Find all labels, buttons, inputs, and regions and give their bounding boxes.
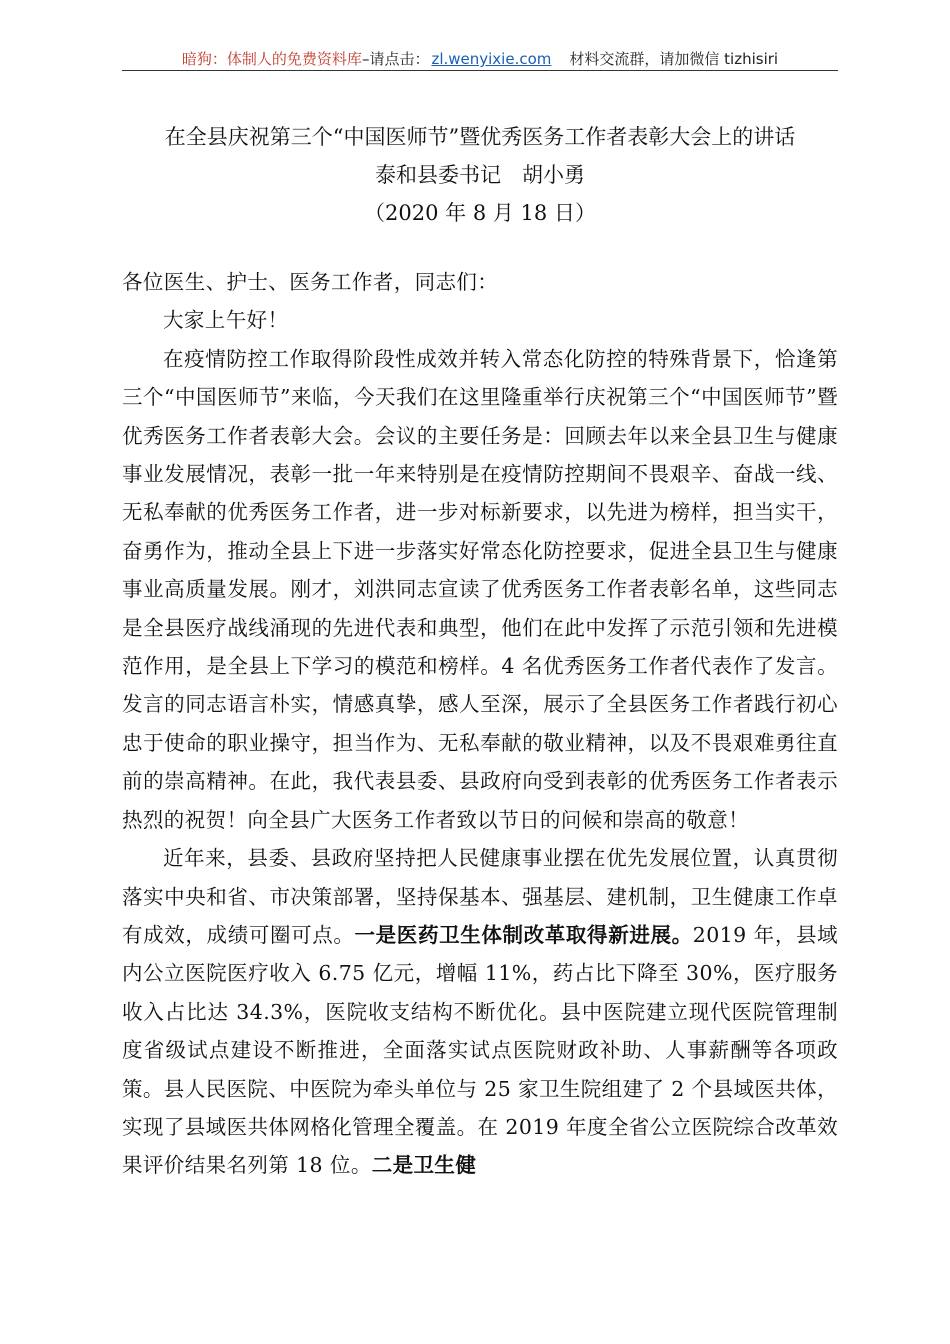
salutation: 各位医生、护士、医务工作者，同志们： (122, 270, 499, 294)
speaker-line: 泰和县委书记 胡小勇 (375, 163, 585, 187)
document-title: 在全县庆祝第三个“中国医师节”暨优秀医务工作者表彰大会上的讲话 (164, 125, 796, 149)
paragraph-1: 在疫情防控工作取得阶段性成效并转入常态化防控的特殊背景下，恰逢第三个“中国医师节”来临，今天我们在这里隆重举行庆祝第三个“中国医师节”暨优秀医务工作者表彰大会。会议的主要任务是：回顾去年以来全县卫生与健康事业发展情况，表彰一批一年来特别是在疫情防控期间不畏艰辛、奋战一线、无私奉献的优秀医务工作者，进一步对标新要求，以先进为榜样，担当实干，奋勇作为，推动全县上下进一步落实好常态化防控要求，促进全县卫生与健康事业高质量发展。刚才，刘洪同志宣读了优秀医务工作者表彰名单，这些同志是全县医疗战线涌现的先进代表和典型，他们在此中发挥了示范引领和先进模范作用，是全县上下学习的模范和榜样。4 名优秀医务工作者代表作了发言。发言的同志语言朴实，情感真挚，感人至深，展示了全县医务工作者践行初心忠于使命的职业操守，担当作为、无私奉献的敬业精神，以及不畏艰难勇往直前的崇高精神。在此，我代表县委、县政府向受到表彰的优秀医务工作者表示热烈的祝贺！向全县广大医务工作者致以节日的问候和崇高的敬意！ (122, 346, 838, 832)
paragraph-2 (122, 839, 838, 1185)
date-line: （2020 年 8 月 18 日） (364, 201, 596, 225)
watermark-header (122, 48, 838, 71)
paragraph-2-heading-2: 二是卫生健 (371, 1153, 477, 1178)
paragraph-2-body-1: 2019 年，县域内公立医院医疗收入 6.75 亿元，增幅 11%，药占比下降至 30%，医疗服务收入占比达 34.3%，医院收支结构不断优化。县中医院建立现代医院管理制度省级试点建设不断推进，全面落实试点医院财政补助、人事薪酬等各项政策。县人民医院、中医院为牵头单位与 25 家卫生院组建了 2 个县域医共体，实现了县域医共体网格化管理全覆盖。在 2019 年度全省公立医院综合改革效果评价结果名列第 18 位。 (122, 922, 838, 1178)
header-link[interactable]: zl.wenyixie.com (431, 50, 552, 68)
paragraph-2-heading-1: 一是医药卫生体制改革取得新进展。 (354, 922, 693, 947)
header-brand: 暗狗：体制人的免费资料库 (181, 50, 362, 68)
greeting: 大家上午好！ (163, 308, 289, 333)
title-block (100, 118, 860, 232)
paragraph-2-intro: 近年来，县委、县政府坚持把人民健康事业摆在优先发展位置，认真贯彻落实中央和省、市决策部署，坚持保基本、强基层、建机制，卫生健康工作卓有成效，成绩可圈可点。 (122, 846, 838, 947)
header-prompt: –请点击： (361, 50, 430, 68)
header-note: 材料交流群，请加微信 tizhisiri (569, 50, 779, 68)
document-body (122, 263, 838, 1185)
